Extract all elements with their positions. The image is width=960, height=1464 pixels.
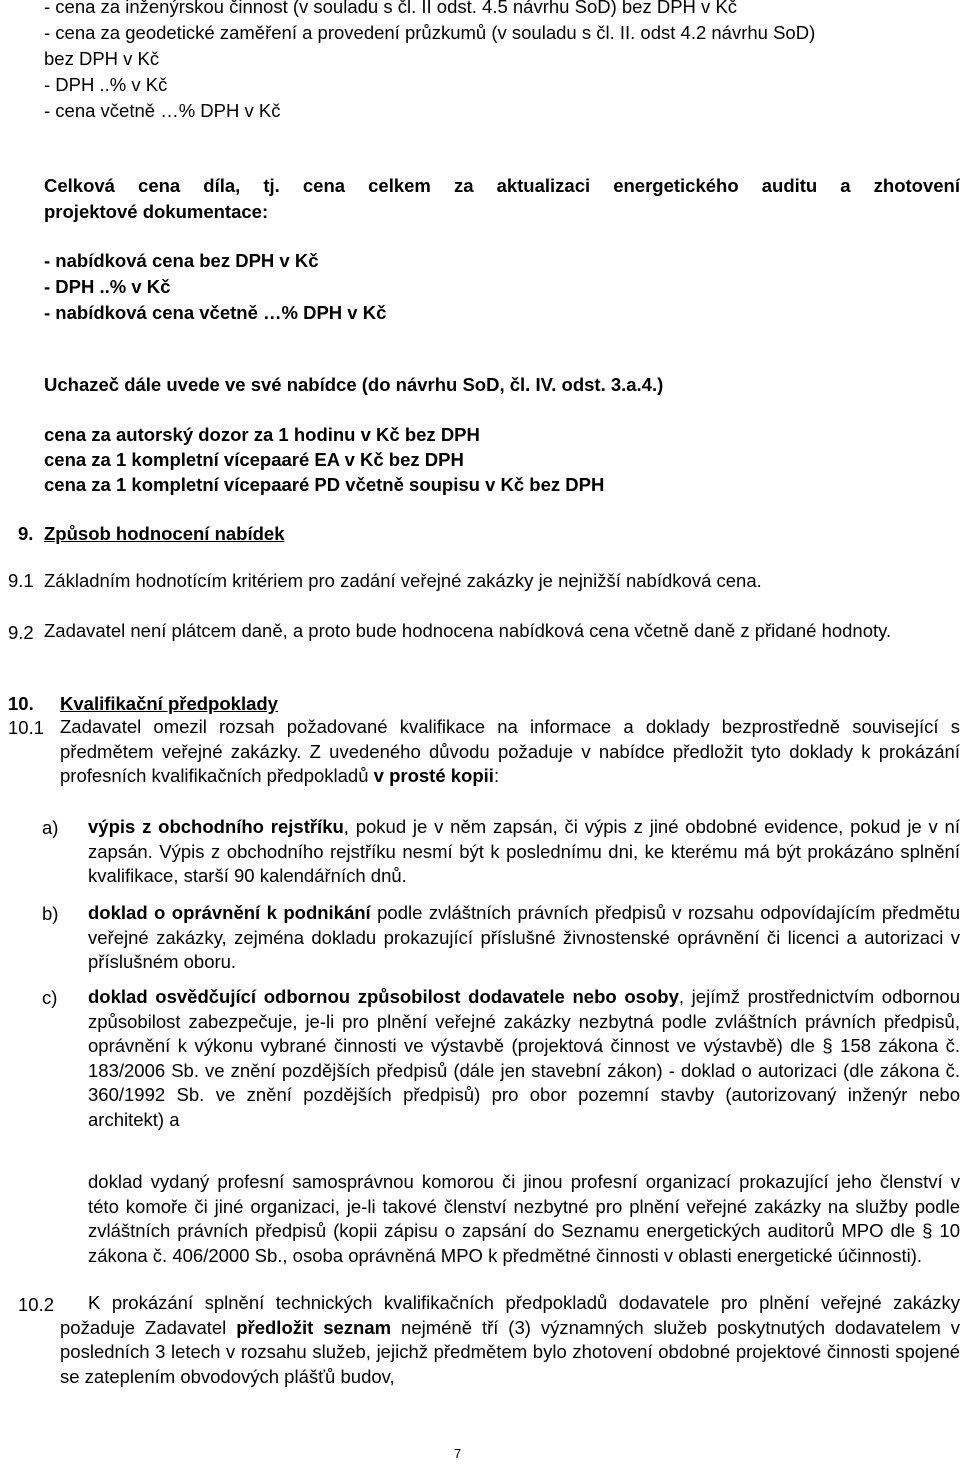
item-c-text xyxy=(88,985,960,1133)
cost-line-survey: - cena za geodetické zaměření a provedení průzkumů (v souladu s čl. II. odst 4.2 návrhu SoD) xyxy=(44,22,816,43)
applicant-item-pd: cena za 1 kompletní vícepaaré PD včetně soupisu v Kč bez DPH xyxy=(44,474,605,495)
cost-line-vat: - DPH ..% v Kč xyxy=(44,74,168,95)
para-10-1-end: : xyxy=(493,765,500,787)
para-10-1-text xyxy=(60,715,960,789)
applicant-item-ea: cena za 1 kompletní vícepaaré EA v Kč bez DPH xyxy=(44,449,464,470)
total-price-heading: Celková cena díla, tj. cena celkem za aktualizaci energetického auditu a zhotovení xyxy=(44,175,960,196)
para-10-2-bold: předložit seznam xyxy=(236,1316,392,1338)
item-a-bold: výpis z obchodního rejstříku xyxy=(88,816,344,837)
page-number: 7 xyxy=(454,1446,462,1461)
para-9-2-number: 9.2 xyxy=(8,622,34,643)
item-b-text xyxy=(88,901,960,975)
para-10-2-body-a: K prokázání splnění technických kvalifikačních předpokladů dodavatele pro plnění veřejné zakázky požaduje Zadavatel xyxy=(60,1292,960,1338)
item-c-label: c) xyxy=(42,987,58,1008)
item-a-text xyxy=(88,815,960,889)
total-vat: - DPH ..% v Kč xyxy=(44,276,171,297)
section-10-number: 10. xyxy=(8,693,34,714)
para-10-2-body-b: nejméně tří (3) významných služeb poskytnutých dodavatelem v posledních 3 letech v rozsahu služeb, jejichž předmětem bylo zhotovení obdobné projektové činnosti spojené se zateplením obvodových plášťů budov, xyxy=(60,1316,960,1387)
item-c-bold: doklad osvědčující odbornou způsobilost dodavatele nebo osoby xyxy=(88,986,679,1007)
item-a-body: , pokud je v něm zapsán, či výpis z jiné obdobné evidence, pokud je v ní zapsán. Výpis z obchodního rejstříku nesmí být k poslednímu dni, ke kterému má být prokázáno splnění kvalifikace, starší 90 kalendářních dnů. xyxy=(88,816,960,887)
para-9-1-number: 9.1 xyxy=(8,570,34,591)
applicant-intro: Uchazeč dále uvede ve své nabídce (do návrhu SoD, čl. IV. odst. 3.a.4.) xyxy=(44,374,664,395)
item-c-text-cont: doklad vydaný profesní samosprávnou komorou či jinou profesní organizací prokazující jeho členství v této komoře či jiné organizaci, je-li takové členství nezbytné pro plnění veřejné zakázky na služby podle zvláštních právních předpisů (kopii zápisu o zapsání do Seznamu energetických auditorů MPO dle § 10 zákona č. 406/2000 Sb., osoba oprávněná MPO k předmětné činnosti v oblasti energetické účinnosti). xyxy=(88,1171,960,1266)
item-c-body: , jejímž prostřednictvím odbornou způsobilost zabezpečuje, je-li pro plnění veřejné zakázky nezbytná podle zvláštních právních předpisů, oprávnění k výkonu vybrané činnosti ve výstavbě (projektová činnost ve výstavbě) dle § 158 zákona č. 183/2006 Sb. ve znění pozdějších předpisů (dále jen stavební zákon) - doklad o autorizaci (dle zákona č. 360/1992 Sb. ve znění pozdějších předpisů) pro obor pozemní stavby (autorizovaný inženýr nebo architekt) a xyxy=(88,986,960,1130)
para-10-1-bold: v prosté kopii xyxy=(373,765,494,787)
cost-line-engineering: - cena za inženýrskou činnost (v souladu s čl. II odst. 4.5 návrhu SoD) bez DPH v Kč xyxy=(44,0,738,17)
total-offer-no-vat: - nabídková cena bez DPH v Kč xyxy=(44,250,319,271)
item-a-label: a) xyxy=(42,817,59,838)
para-10-2-text xyxy=(60,1291,960,1389)
para-10-1-body: Zadavatel omezil rozsah požadované kvalifikace na informace a doklady bezprostředně související s předmětem veřejné zakázky. Z uvedeného důvodu požaduje v nabídce předložit tyto doklady k prokázání profesních kvalifikačních předpokladů xyxy=(60,716,960,787)
item-b-bold: doklad o oprávnění k podnikání xyxy=(88,902,371,923)
section-9-number: 9. xyxy=(18,523,34,544)
cost-line-incl-vat: - cena včetně …% DPH v Kč xyxy=(44,100,281,121)
section-10-title: Kvalifikační předpoklady xyxy=(60,693,278,714)
para-10-1-number: 10.1 xyxy=(8,717,45,738)
total-price-heading-cont: projektové dokumentace: xyxy=(44,201,269,222)
item-b-label: b) xyxy=(42,903,59,924)
total-offer-incl-vat: - nabídková cena včetně …% DPH v Kč xyxy=(44,302,387,323)
cost-line-survey-cont: bez DPH v Kč xyxy=(44,48,160,69)
para-9-1-text: Základním hodnotícím kritériem pro zadání veřejné zakázky je nejnižší nabídková cena. xyxy=(44,570,762,591)
item-b-body: podle zvláštních právních předpisů v rozsahu odpovídajícím předmětu veřejné zakázky, zejména dokladu prokazující příslušné živnostenské oprávnění či licenci a autorizaci v příslušném oboru. xyxy=(88,902,960,973)
applicant-item-supervision: cena za autorský dozor za 1 hodinu v Kč bez DPH xyxy=(44,424,480,445)
para-9-2-text: Zadavatel není plátcem daně, a proto bude hodnocena nabídková cena včetně daně z přidané hodnoty. xyxy=(44,620,892,641)
section-9-title: Způsob hodnocení nabídek xyxy=(44,523,285,544)
para-10-2-number: 10.2 xyxy=(18,1294,55,1315)
